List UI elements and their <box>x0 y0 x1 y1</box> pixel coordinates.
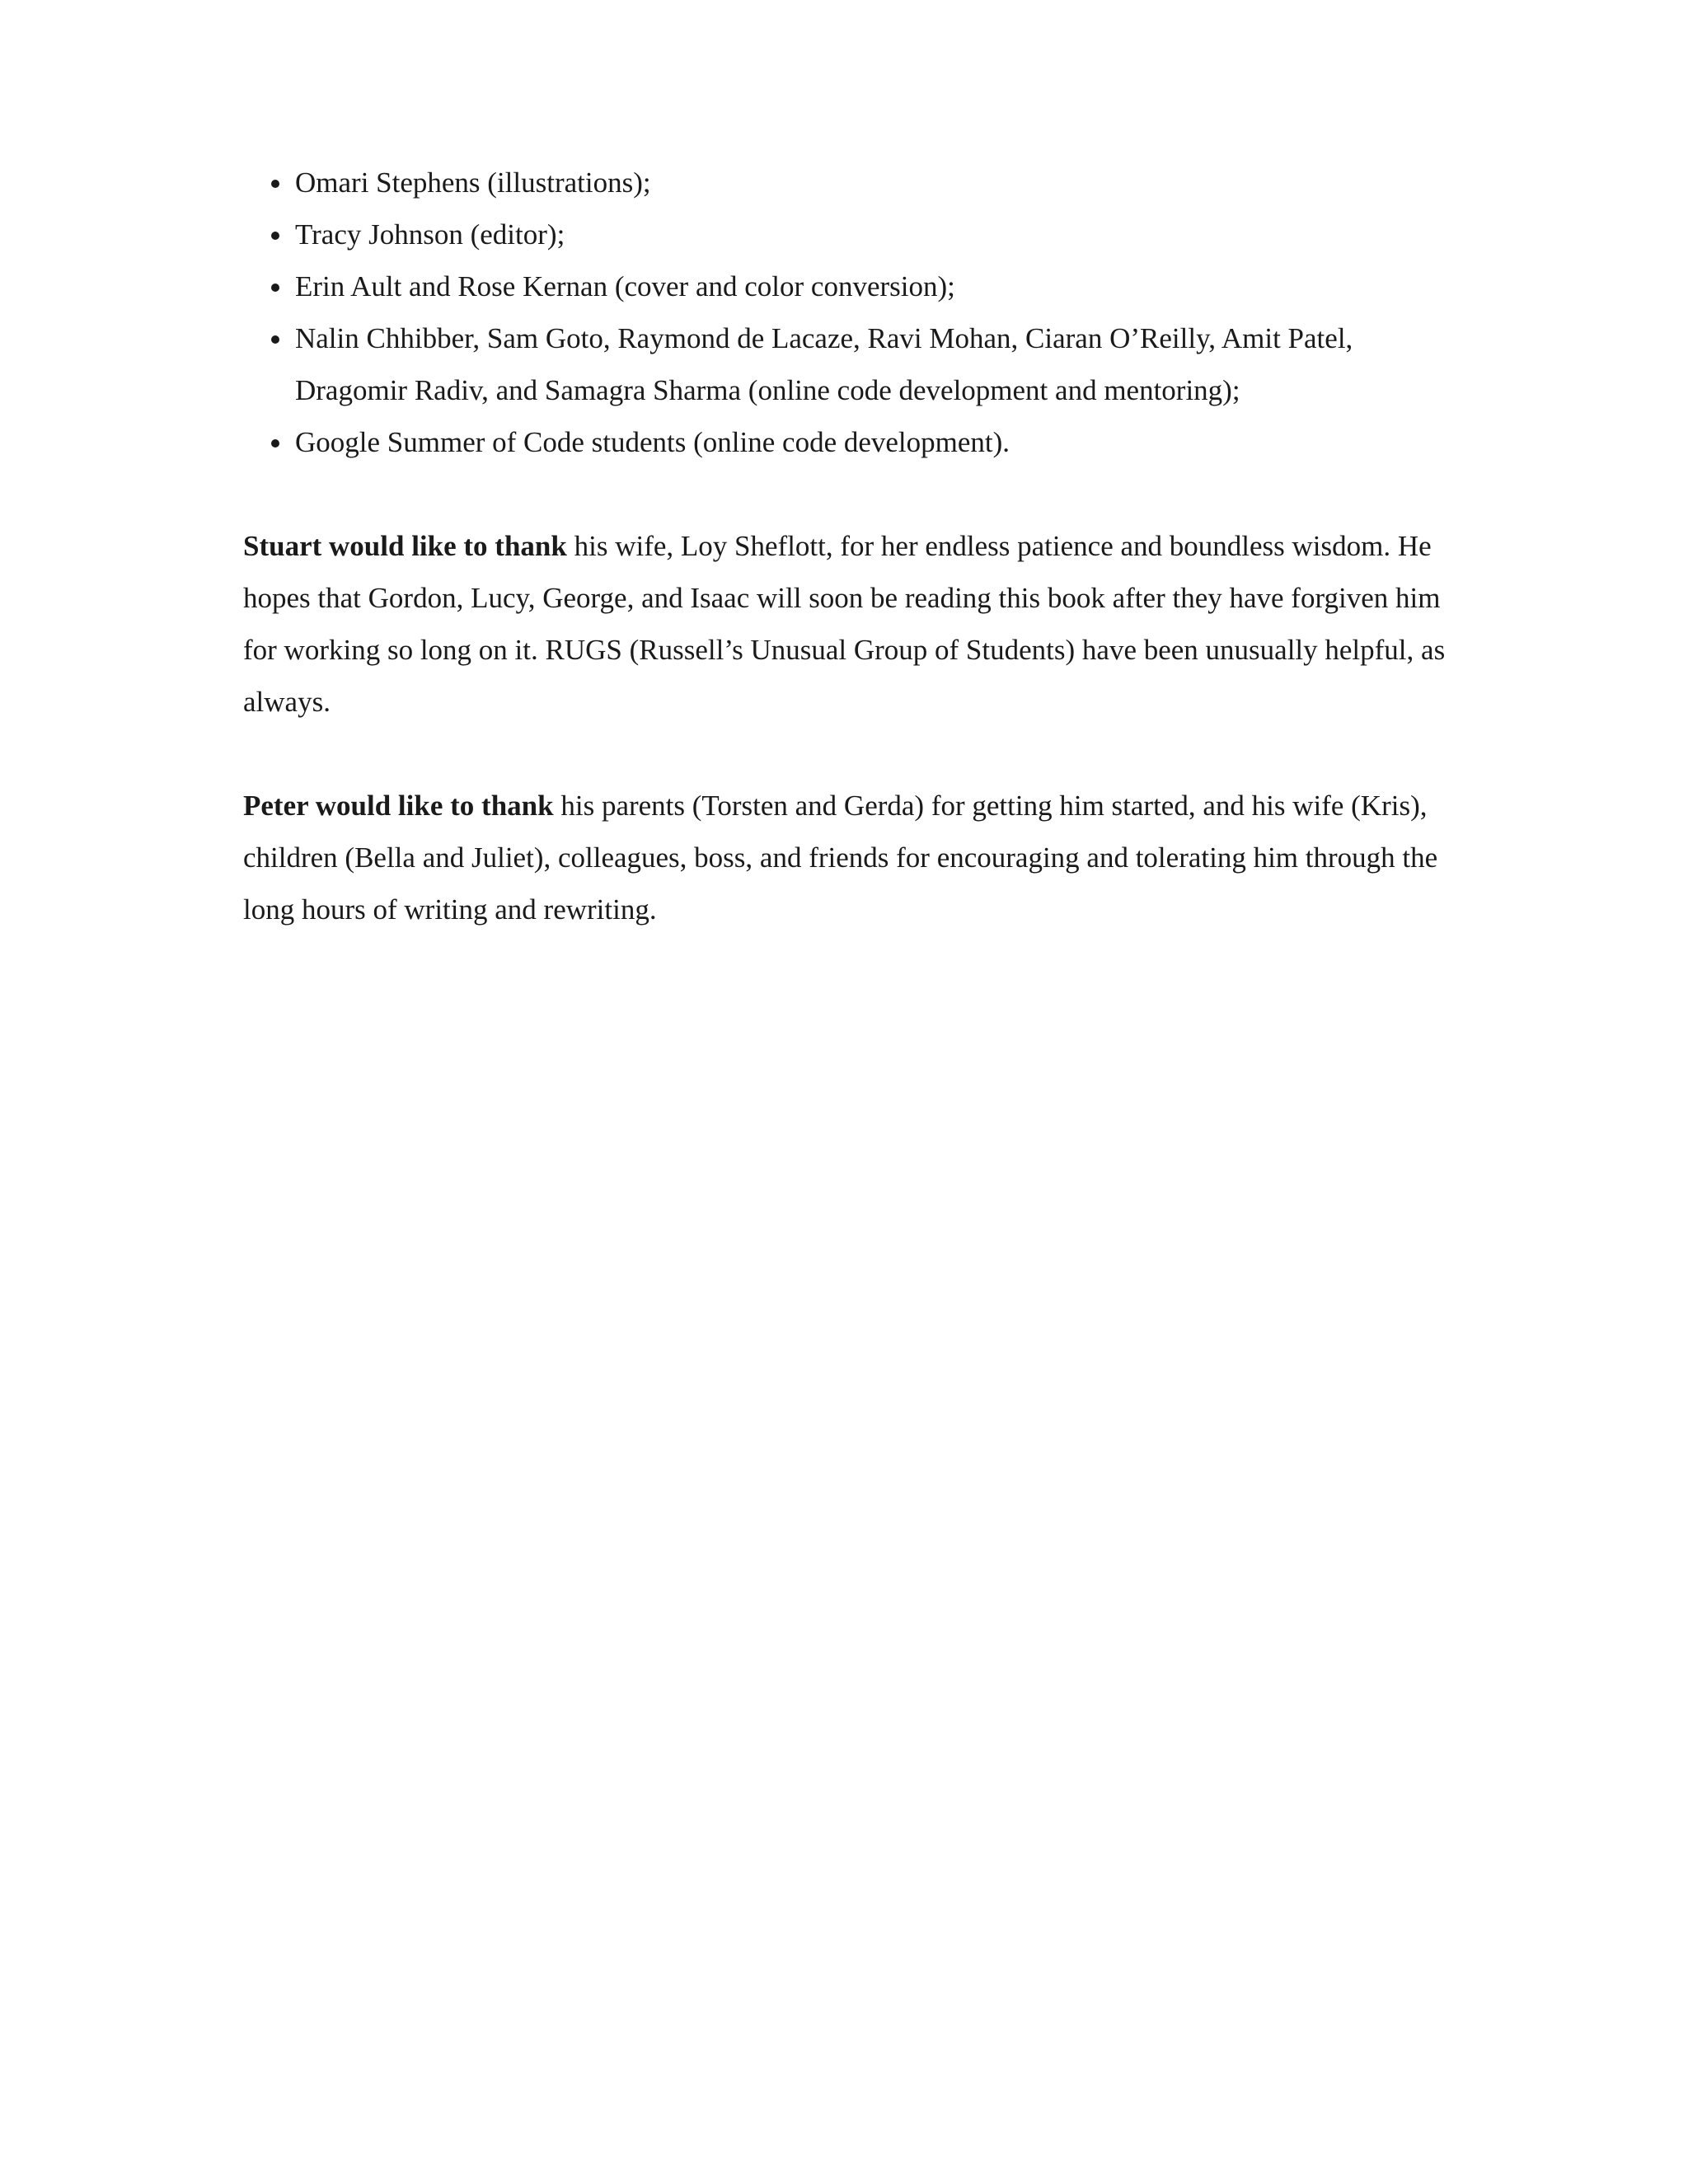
stuart-lead: Stuart would like to thank <box>243 530 567 562</box>
stuart-paragraph <box>243 520 1463 728</box>
peter-text: his parents (Torsten and Gerda) for getting him started, and his wife (Kris), children (Bella and Juliet), colleagues, boss, and friends for encouraging and tolerating him through the long hours of writing and rewriting. <box>243 790 1438 926</box>
acknowledgment-list <box>243 157 1463 468</box>
list-item: Tracy Johnson (editor); <box>243 209 1463 260</box>
document-page <box>243 157 1463 935</box>
list-item: Omari Stephens (illustrations); <box>243 157 1463 209</box>
list-item: Google Summer of Code students (online code development). <box>243 416 1463 468</box>
stuart-text: his wife, Loy Sheflott, for her endless patience and boundless wisdom. He hopes that Gordon, Lucy, George, and Isaac will soon be reading this book after they have forgiven him for working so long on it. RUGS (Russell’s Unusual Group of Students) have been unusually helpful, as always. <box>243 530 1446 718</box>
list-item: Nalin Chhibber, Sam Goto, Raymond de Lacaze, Ravi Mohan, Ciaran O’Reilly, Amit Patel, Dragomir Radiv, and Samagra Sharma (online code development and mentoring); <box>243 312 1463 416</box>
list-item: Erin Ault and Rose Kernan (cover and color conversion); <box>243 260 1463 312</box>
peter-paragraph <box>243 780 1463 935</box>
peter-lead: Peter would like to thank <box>243 790 554 822</box>
